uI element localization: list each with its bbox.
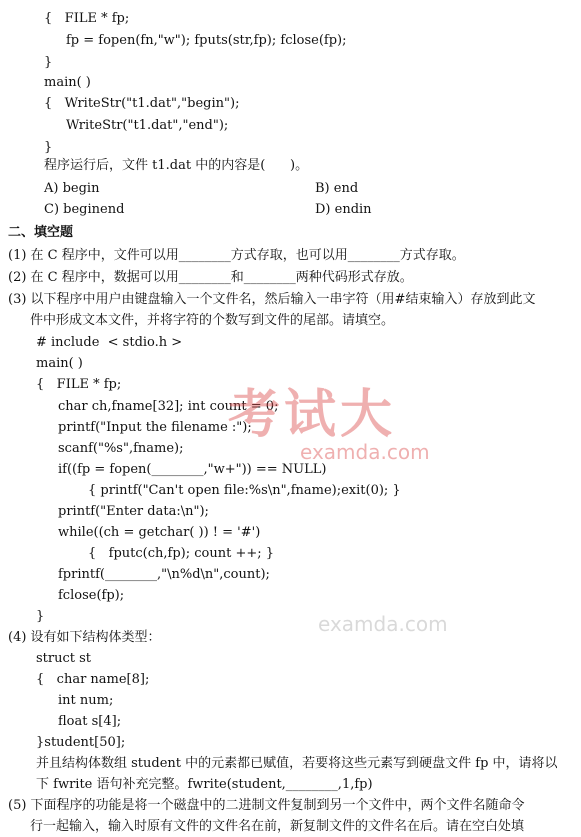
text-line: { fputc(ch,fp); count ++; } (88, 546, 275, 561)
text-line: D) endin (315, 202, 372, 217)
text-line: }student[50]; (36, 735, 126, 750)
text-line: char ch,fname[32]; int count = 0; (58, 399, 279, 414)
text-line: 程序运行后，文件 t1.dat 中的内容是( )。 (44, 158, 309, 173)
text-line: } (44, 140, 53, 155)
text-line: (5) 下面程序的功能是将一个磁盘中的二进制文件复制到另一个文件中，两个文件名随命令 (8, 798, 525, 813)
text-line: C) beginend (44, 202, 125, 217)
text-line: { printf("Can't open file:%s\n",fname);exit(0); } (88, 483, 401, 498)
watermark-url-lower: examda.com (318, 612, 448, 636)
text-line: { FILE * fp; (36, 377, 122, 392)
text-line: 并且结构体数组 student 中的元素都已赋值，若要将这些元素写到硬盘文件 fp 中，请将以 (36, 756, 558, 771)
text-line: (3) 以下程序中用户由键盘输入一个文件名，然后输入一串字符（用#结束输入）存放到此文 (8, 292, 536, 307)
text-line: WriteStr("t1.dat","end"); (66, 118, 229, 133)
text-line: scanf("%s",fname); (58, 441, 184, 456)
watermark-logo: 考试大 (228, 385, 397, 445)
text-line: printf("Enter data:\n"); (58, 504, 209, 519)
text-line: struct st (36, 651, 92, 666)
text-line: # include < stdio.h > (36, 335, 183, 350)
text-line: float s[4]; (58, 714, 122, 729)
text-line: while((ch = getchar( )) ! = '#') (58, 525, 261, 540)
text-line: printf("Input the filename :"); (58, 420, 252, 435)
text-line: { char name[8]; (36, 672, 150, 687)
text-line: 下 fwrite 语句补充完整。fwrite(student,________,1,fp) (36, 777, 373, 792)
text-line: } (44, 55, 53, 70)
text-line: (4) 设有如下结构体类型： (8, 630, 161, 645)
text-line: if((fp = fopen(________,"w+")) == NULL) (58, 462, 327, 477)
section-heading: 二、填空题 (8, 225, 74, 240)
text-line: { WriteStr("t1.dat","begin"); (44, 96, 240, 111)
text-line: } (36, 609, 45, 624)
text-line: int num; (58, 693, 114, 708)
text-line: A) begin (44, 181, 100, 196)
text-line: (2) 在 C 程序中，数据可以用________和________两种代码形式存放。 (8, 270, 413, 285)
text-line: { FILE * fp; (44, 11, 130, 26)
text-line: 行一起输入，输入时原有文件的文件名在前，新复制文件的文件名在后。请在空白处填 (30, 819, 525, 834)
text-line: B) end (315, 181, 359, 196)
text-line: fp = fopen(fn,"w"); fputs(str,fp); fclose(fp); (66, 33, 347, 48)
text-line: main( ) (44, 75, 91, 90)
text-line: main( ) (36, 356, 83, 371)
text-line: fclose(fp); (58, 588, 125, 603)
text-line: (1) 在 C 程序中，文件可以用________方式存取，也可以用________方式存取。 (8, 248, 465, 263)
text-line: fprintf(________,"\n%d\n",count); (58, 567, 270, 582)
text-line: 件中形成文本文件，并将字符的个数写到文件的尾部。请填空。 (30, 313, 395, 328)
watermark-url: examda.com (300, 440, 430, 464)
